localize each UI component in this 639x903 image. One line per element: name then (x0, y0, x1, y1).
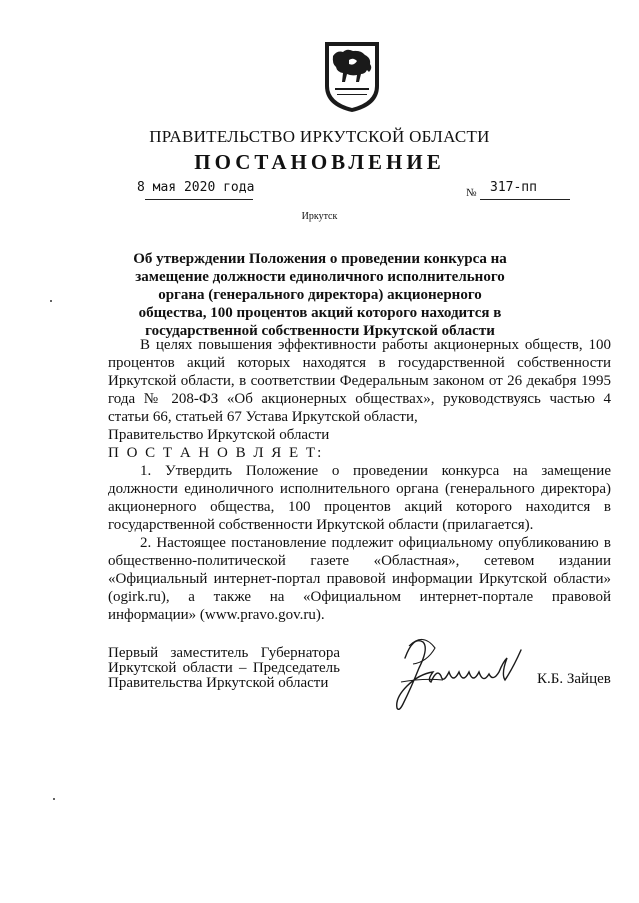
item-1-paragraph: 1. Утвердить Положение о проведении конкурса на замещение должности единоличного исполнительного органа (генерального директора) акционерного общества, 100 процентов акций которого находится в государственной собственности Иркутской области (прилагается). (108, 463, 611, 533)
date-underline (145, 199, 253, 200)
role-line-2: Иркутской области – Председатель (108, 660, 340, 676)
resolves-line: П О С Т А Н О В Л Я Е Т: (108, 445, 324, 461)
preamble-paragraph: В целях повышения эффективности работы акционерных обществ, 100 процентов акций которых находятся в государственной собственности Иркутской области, в соответствии Федеральным законом от 26 декабря 1995 года № 208-ФЗ «Об акционерных обществах», руководствуясь частью 4 статьи 66, статьей 67 Устава Иркутской области, (108, 337, 611, 425)
signatory-name: К.Б. Зайцев (537, 671, 611, 687)
document-date: 8 мая 2020 года (137, 180, 255, 195)
handwritten-signature-icon (383, 628, 533, 718)
number-underline (480, 199, 570, 200)
scan-speck (53, 798, 55, 800)
coat-of-arms-emblem-icon (323, 40, 381, 114)
city-name: Иркутск (301, 211, 338, 222)
item-2-paragraph: 2. Настоящее постановление подлежит официальному опубликованию в общественно-политической газете «Областная», сетевом издании «Официальный интернет-портал правовой информации Иркутской области» (ogirk.ru), а также на «Официальном интернет-портале правовой информации» (www.pravo.gov.ru). (108, 535, 611, 623)
role-line-1: Первый заместитель Губернатора (108, 645, 340, 661)
document-title: Об утверждении Положения о проведении конкурса на замещение должности единоличного исполнительного органа (генерального директора) акционерного общества, 100 процентов акций которого находится в государственной собственности Иркутской области (133, 251, 507, 339)
document-body (108, 336, 611, 624)
document-number: 317-пп (490, 180, 537, 195)
scan-speck (50, 300, 52, 302)
role-line-3: Правительства Иркутской области (108, 675, 329, 691)
authority-line: Правительство Иркутской области (108, 427, 330, 443)
signatory-role (108, 646, 340, 691)
government-name: ПРАВИТЕЛЬСТВО ИРКУТСКОЙ ОБЛАСТИ (149, 127, 490, 146)
document-type-heading: ПОСТАНОВЛЕНИЕ (194, 150, 445, 174)
number-sign: № (466, 187, 477, 199)
